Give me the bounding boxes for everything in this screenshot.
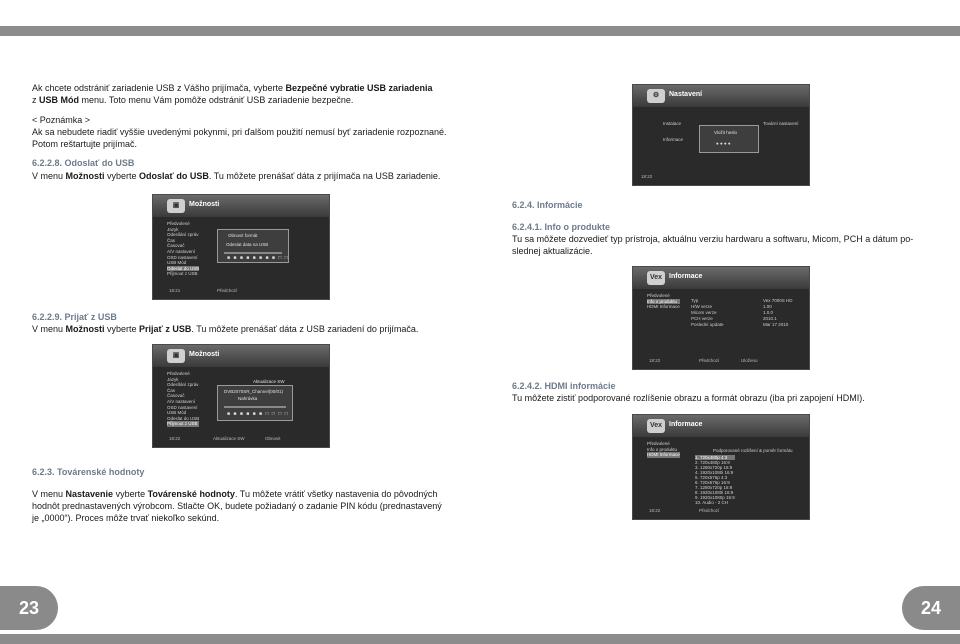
footer-update-label: Aktualizace SW: [213, 436, 245, 441]
dialog-line2: Nahrávka: [238, 396, 258, 401]
screen-clock: 18:22: [169, 436, 181, 441]
usb-remove-para-line2: z USB Mód menu. Toto menu Vám pomôže odstrániť USB zariadenie bezpečne.: [32, 95, 354, 105]
menu-item-selected: Info o produktu: [647, 299, 680, 305]
dialog-divider: [224, 252, 282, 254]
menu-item: OSD nastavení: [167, 404, 198, 410]
section-6241-line2: slednej aktualizácie.: [512, 246, 593, 256]
hdmi-table-header: Podporované rozlišení & poměr formátu: [713, 448, 793, 453]
dialog-line2: Odeslat data na USB: [226, 242, 269, 247]
info-row-label: H/W verze: [691, 304, 713, 309]
menu-item: Čas: [167, 387, 176, 393]
list-item: 7. 1280x720p 16:9: [695, 485, 733, 490]
menu-item: Čas: [167, 237, 176, 243]
section-623-line3: je „0000“). Proces môže trvať niekoľko sekúnd.: [32, 513, 220, 523]
screenshot-options-receive: [152, 344, 330, 448]
info-menu: [647, 441, 680, 458]
menu-item: Odeslat do USB: [167, 415, 200, 421]
section-6242-line1: Tu môžete zistiť podporované rozlíšenie obrazu a formát obrazu (iba pri zapojení HDMI).: [512, 393, 865, 403]
tv-logo-icon: Vex: [647, 271, 665, 285]
info-row-value: 1.00: [763, 304, 772, 309]
list-item: 9. 1920x1080p 16:9: [695, 495, 735, 500]
usb-remove-para-line1: Ak chcete odstrániť zariadenie USB z Vášho prijímača, vyberte Bezpečné vybratie USB zariadenia: [32, 83, 433, 93]
list-item: 4. 1920x1080i 16:9: [695, 470, 734, 475]
page-number-right: 24: [902, 586, 960, 630]
screen-clock: 18:21: [169, 288, 181, 293]
menu-item: Předvolené: [167, 221, 190, 226]
screen-title: Možnosti: [189, 201, 220, 208]
footer-saved-label: Uloženo: [741, 358, 758, 363]
footer-back-label: Předchozí: [699, 358, 720, 363]
screen-title: Nastavení: [669, 91, 703, 98]
dialog-line1: DVB2070SR_Channel(00/01): [224, 389, 284, 394]
menu-item: OSD nastavení: [167, 254, 198, 260]
section-6229-text: V menu Možnosti vyberte Prijať z USB. Tu môžete prenášať dáta z USB zariadení do prijímača.: [32, 324, 419, 334]
menu-item-selected: Odeslat do USB: [167, 265, 200, 271]
screenshot-settings: [632, 84, 810, 186]
info-row-value: Mar 17 2010: [763, 322, 789, 327]
list-item: 10. Audio - 2 CH: [695, 500, 729, 505]
list-item: 2. 720x480p 16:9: [695, 460, 730, 465]
pin-dialog-value: ● ● ● ●: [716, 141, 731, 146]
menu-item-selected: HDMI Informace: [647, 452, 680, 458]
options-menu: [167, 221, 199, 277]
screen-clock: 18:22: [641, 174, 653, 179]
factory-reset-label: Tovární nastavení: [763, 121, 799, 126]
note-line2: Potom reštartujte prijímač.: [32, 139, 138, 149]
menu-item: Přijmout z USB: [167, 271, 198, 277]
gear-icon: ⚙: [647, 89, 665, 103]
menu-item: Jazyk: [167, 226, 179, 232]
info-row-value: Vex 7000S HD: [763, 298, 793, 303]
list-item: 3. 1280x720p 16:9: [695, 465, 733, 470]
section-6241-heading: 6.2.4.1. Info o produkte: [512, 222, 611, 232]
menu-item: Odesílání zpráv: [167, 232, 199, 238]
menu-item: USB Mód: [167, 410, 187, 416]
screen-clock: 18:22: [649, 358, 661, 363]
menu-item-information: Informace: [663, 137, 684, 142]
menu-item: Předvolené: [167, 371, 190, 376]
info-row-value: 1.0.0: [763, 310, 774, 315]
footer-back-label: Předchozí: [217, 288, 238, 293]
menu-item: Časovač: [167, 243, 185, 249]
menu-item: Odesílání zpráv: [167, 382, 199, 388]
progress-indicator: ■ ■ ■ ■ ■ ■ □ □ □ □: [227, 411, 289, 417]
top-rule: [0, 26, 960, 36]
menu-item: A/V nastavení: [167, 398, 196, 404]
menu-item-selected: Přijmout z USB: [167, 421, 198, 427]
info-row-label: Micom verze: [691, 310, 717, 315]
menu-item: Předvolené: [647, 293, 670, 298]
menu-item: Jazyk: [167, 376, 179, 382]
screenshot-options-send: [152, 194, 330, 300]
menu-item: Časovač: [167, 393, 185, 399]
list-item: 5. 720x576p 4:3: [695, 475, 728, 480]
screen-title: Informace: [669, 421, 703, 428]
section-6242-heading: 6.2.4.2. HDMI informácie: [512, 381, 616, 391]
tv-logo-icon: ▣: [167, 199, 185, 213]
menu-item: Předvolené: [647, 441, 670, 446]
footer-back-label: Předchozí: [699, 508, 720, 513]
screen-title: Možnosti: [189, 351, 220, 358]
progress-indicator: ■ ■ ■ ■ ■ ■ ■ ■ □ □: [227, 255, 289, 261]
dialog-header: Aktualizace SW: [253, 379, 285, 384]
section-6229-heading: 6.2.2.9. Prijať z USB: [32, 312, 117, 322]
screen-clock: 18:22: [649, 508, 661, 513]
screen-title: Informace: [669, 273, 703, 280]
section-6241-line1: Tu sa môžete dozvedieť typ prístroja, aktuálnu verziu hardwaru a softwaru, Micom, PCH a dátum po-: [512, 234, 914, 244]
bottom-rule: [0, 634, 960, 644]
list-item: 1. 720x480p 4:3: [695, 455, 735, 460]
section-623-line1: V menu Nastavenie vyberte Továrenské hodnoty. Tu môžete vrátiť všetky nastavenia do pôvodných: [32, 489, 438, 499]
info-row-value: 2010.1: [763, 316, 777, 321]
info-menu: [647, 293, 680, 310]
note-title: < Poznámka >: [32, 115, 91, 125]
note-line1: Ak sa nebudete riadiť vyššie uvedenými pokynmi, pri ďalšom použití nemusí byť zariadenie rozpoznané.: [32, 127, 447, 137]
section-6228-text: V menu Možnosti vyberte Odoslať do USB. Tu môžete prenášať dáta z prijímača na USB zariadenie.: [32, 171, 441, 181]
pin-dialog-label: Vložit heslo: [714, 130, 738, 135]
dialog-line1: Obnovit formát: [228, 233, 258, 238]
section-6228-heading: 6.2.2.8. Odoslať do USB: [32, 158, 135, 168]
section-623-line2: hodnôt prednastavených výrobcom. Stlačte OK, budete požiadaný o zadanie PIN kódu (prednastavený: [32, 501, 442, 511]
screenshot-info-hdmi: [632, 414, 810, 520]
footer-refresh-label: Obnovit: [265, 436, 281, 441]
info-row-label: Typ: [691, 298, 699, 303]
menu-item: Info o produktu: [647, 446, 678, 452]
info-row-label: Poslední update: [691, 322, 724, 327]
screenshot-info-product: [632, 266, 810, 370]
menu-item-installation: Instalace: [663, 121, 682, 126]
list-item: 6. 720x576p 16:9: [695, 480, 730, 485]
menu-item: A/V nastavení: [167, 248, 196, 254]
dialog-divider: [224, 406, 286, 408]
list-item: 8. 1920x1080i 16:9: [695, 490, 734, 495]
tv-logo-icon: Vex: [647, 419, 665, 433]
options-menu: [167, 371, 199, 427]
section-624-heading: 6.2.4. Informácie: [512, 200, 583, 210]
info-row-label: PCH verze: [691, 316, 713, 321]
menu-item: HDMI Informace: [647, 304, 680, 310]
hdmi-resolution-list: [695, 455, 735, 505]
page-number-left: 23: [0, 586, 58, 630]
section-623-heading: 6.2.3. Továrenské hodnoty: [32, 467, 145, 477]
menu-item: USB Mód: [167, 260, 187, 266]
pin-dialog: [699, 125, 759, 153]
tv-logo-icon: ▣: [167, 349, 185, 363]
